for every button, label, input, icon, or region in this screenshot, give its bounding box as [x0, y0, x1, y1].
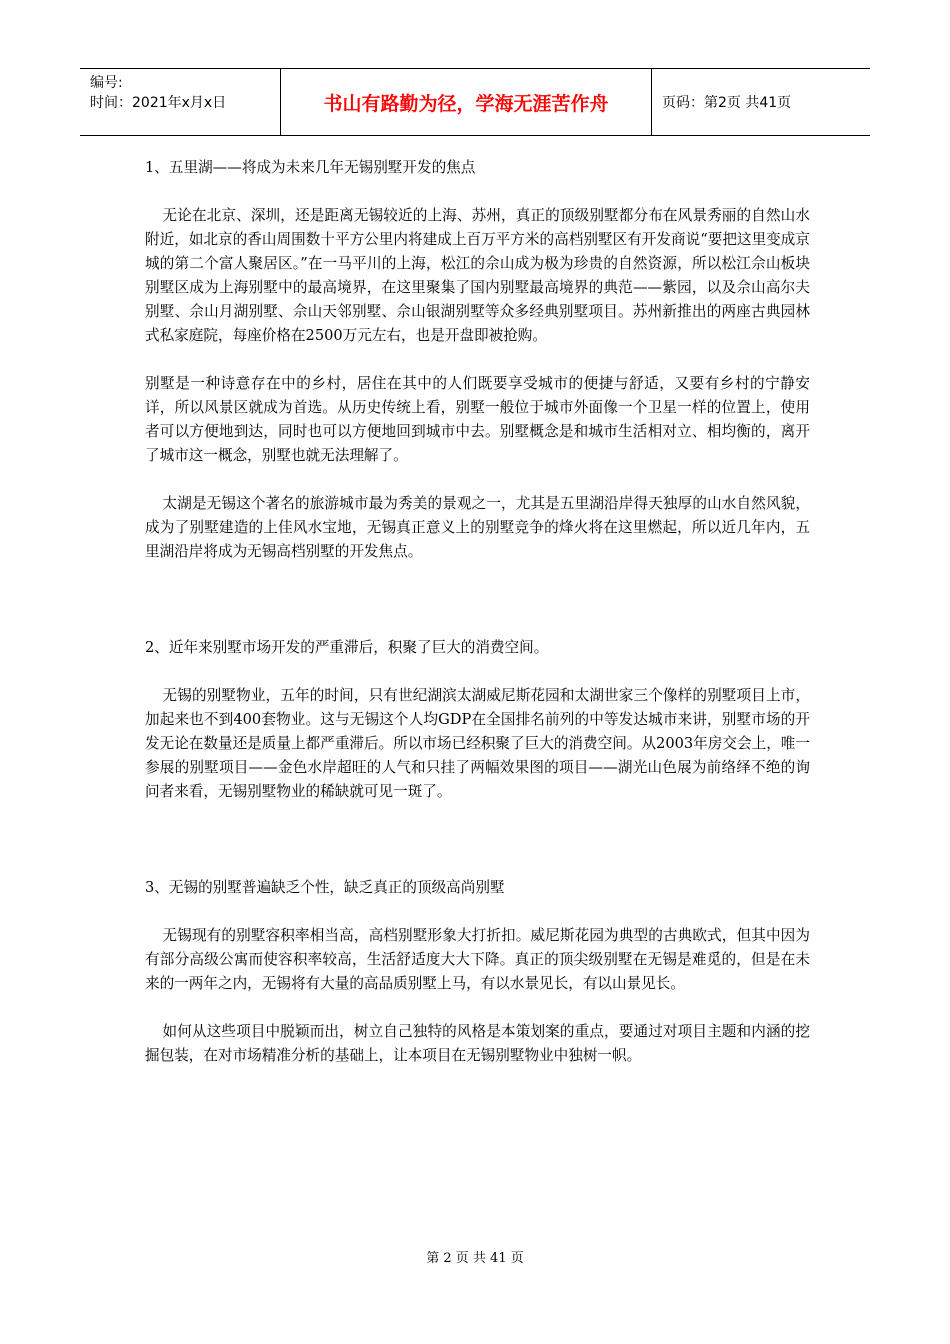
header-meta: [80, 69, 280, 135]
page-footer: 第 2 页 共 41 页: [426, 1251, 524, 1266]
header-motto: 书山有路勤为径，学海无涯苦作舟: [280, 69, 652, 135]
spacer: [145, 564, 810, 636]
paragraph: 无论在北京、深圳，还是距离无锡较近的上海、苏州，真正的顶级别墅都分布在风景秀丽的自然山水附近，如北京的香山周围数十平方公里内将建成上百万平方米的高档别墅区有开发商说“要把这里变成京城的第二个富人聚居区。”在一马平川的上海，松江的佘山成为极为珍贵的自然资源，所以松江佘山板块别墅区成为上海别墅中的最高境界，在这里聚集了国内别墅最高境界的典范——紫园，以及佘山高尔夫别墅、佘山月湖别墅、佘山天邻别墅、佘山银湖别墅等众多经典别墅项目。苏州新推出的两座古典园林式私家庭院，每座价格在2500万元左右，也是开盘即被抢购。: [145, 207, 810, 344]
spacer: [145, 180, 810, 204]
section-heading: 1、五里湖——将成为未来几年无锡别墅开发的焦点: [145, 159, 476, 176]
spacer: [145, 900, 810, 924]
paragraph: 无锡现有的别墅容积率相当高，高档别墅形象大打折扣。威尼斯花园为典型的古典欧式，但其中因为有部分高级公寓而使容积率较高，生活舒适度大大下降。真正的顶尖级别墅在无锡是难觅的，但是在未来的一两年之内，无锡将有大量的高品质别墅上马，有以水景见长，有以山景见长。: [145, 927, 810, 992]
spacer: [145, 996, 810, 1020]
paragraph: 太湖是无锡这个著名的旅游城市最为秀美的景观之一，尤其是五里湖沿岸得天独厚的山水自然风貌，成为了别墅建造的上佳风水宝地，无锡真正意义上的别墅竞争的烽火将在这里燃起，所以近几年内，五里湖沿岸将成为无锡高档别墅的开发焦点。: [145, 495, 810, 560]
section-heading: 2、近年来别墅市场开发的严重滞后，积聚了巨大的消费空间。: [145, 639, 549, 656]
document-number-label: 编号:: [90, 75, 123, 91]
paragraph: 如何从这些项目中脱颖而出，树立自己独特的风格是本策划案的重点，要通过对项目主题和内涵的挖掘包装，在对市场精准分析的基础上，让本项目在无锡别墅物业中独树一帜。: [145, 1023, 810, 1064]
spacer: [145, 804, 810, 876]
spacer: [145, 660, 810, 684]
spacer: [145, 348, 810, 372]
document-body: [145, 156, 810, 1068]
header-page-info: 页码：第2页 共41页: [662, 95, 792, 111]
paragraph: 别墅是一种诗意存在中的乡村，居住在其中的人们既要享受城市的便捷与舒适，又要有乡村的宁静安详，所以风景区就成为首选。从历史传统上看，别墅一般位于城市外面像一个卫星一样的位置上，使用者可以方便地到达，同时也可以方便地回到城市中去。别墅概念是和城市生活相对立、相均衡的，离开了城市这一概念，别墅也就无法理解了。: [145, 375, 810, 464]
page-header: [80, 68, 870, 136]
document-date: 时间：2021年x月x日: [90, 95, 227, 111]
spacer: [145, 468, 810, 492]
section-heading: 3、无锡的别墅普遍缺乏个性，缺乏真正的顶级高尚别墅: [145, 879, 505, 896]
paragraph: 无锡的别墅物业，五年的时间，只有世纪湖滨太湖威尼斯花园和太湖世家三个像样的别墅项目上市，加起来也不到400套物业。这与无锡这个人均GDP在全国排名前列的中等发达城市来讲，别墅市场的开发无论在数量还是质量上都严重滞后。所以市场已经积聚了巨大的消费空间。从2003年房交会上，唯一参展的别墅项目——金色水岸超旺的人气和只挂了两幅效果图的项目——湖光山色展为前络绎不绝的询问者来看，无锡别墅物业的稀缺就可见一斑了。: [145, 687, 810, 800]
